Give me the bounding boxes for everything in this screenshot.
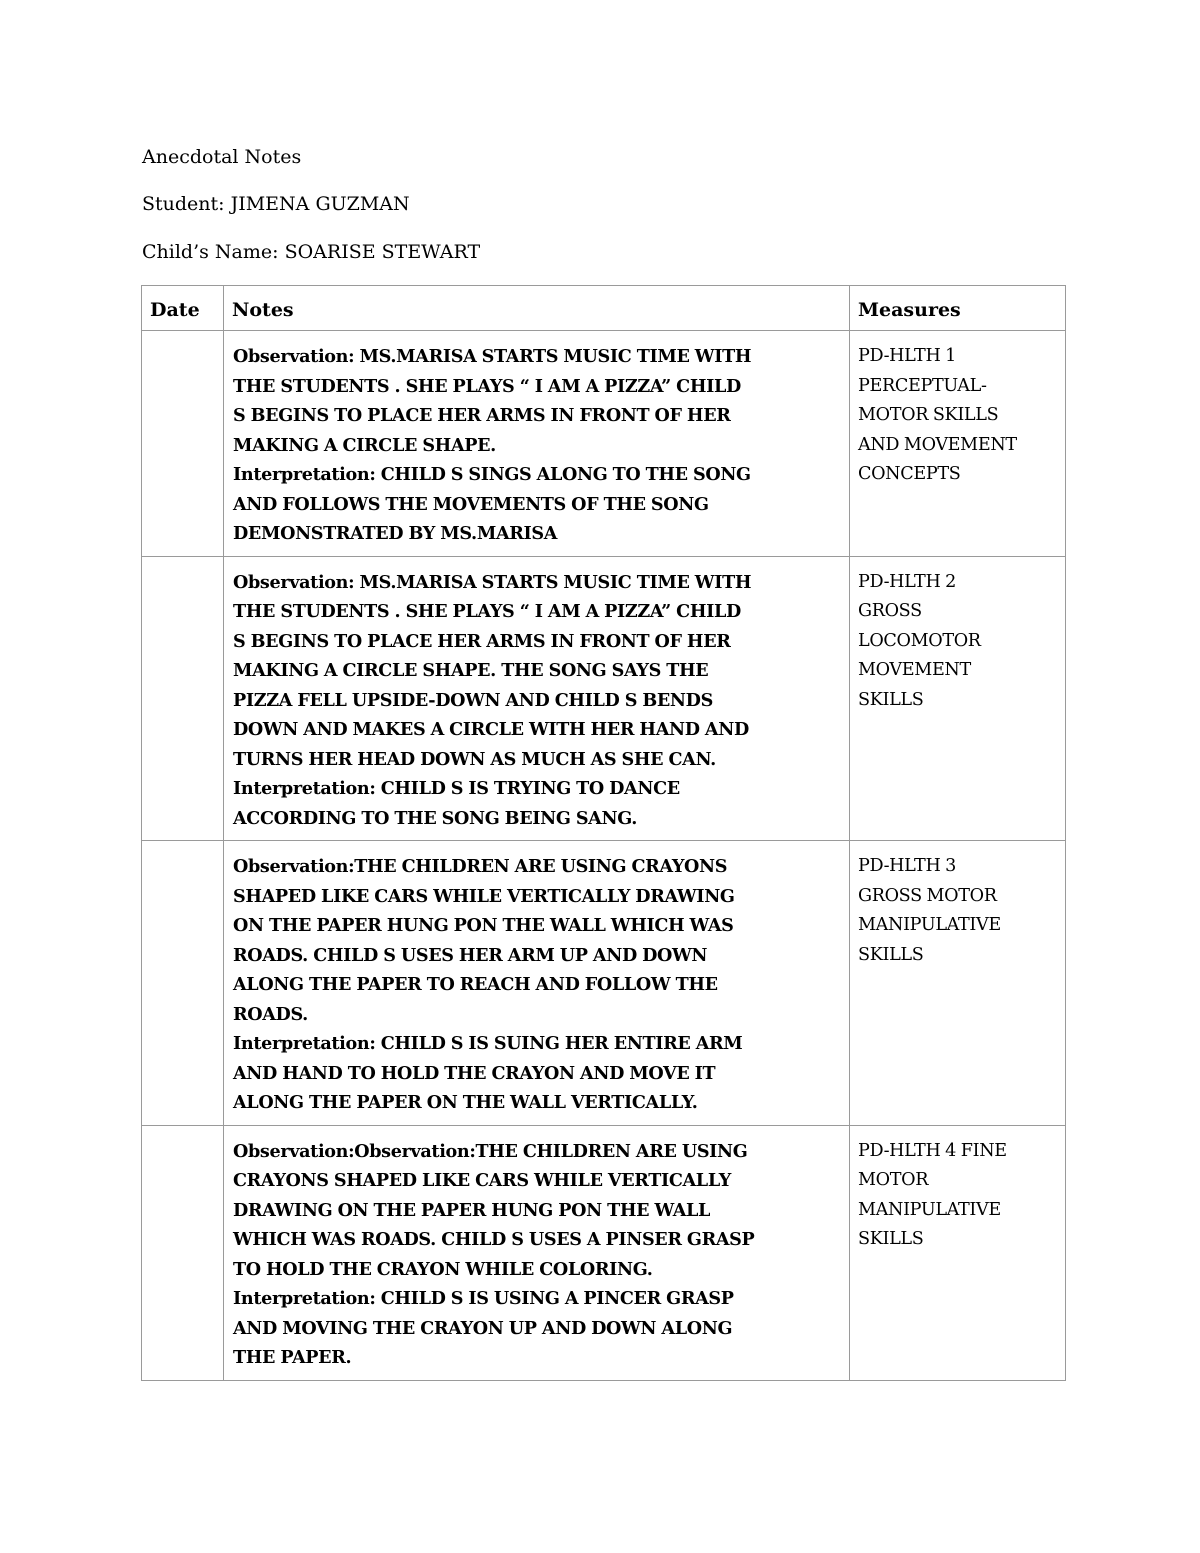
measures-cell bbox=[850, 841, 1066, 1126]
table-row bbox=[142, 556, 1066, 841]
measures-line: SKILLS bbox=[858, 944, 924, 965]
student-name-line: Student: JIMENA GUZMAN bbox=[142, 193, 410, 215]
measures-line: PD-HLTH 4 FINE bbox=[858, 1140, 1007, 1161]
measures-cell bbox=[850, 1125, 1066, 1380]
notes-line: AND HAND TO HOLD THE CRAYON AND MOVE IT bbox=[233, 1062, 716, 1084]
notes-line: DRAWING ON THE PAPER HUNG PON THE WALL bbox=[233, 1199, 711, 1221]
notes-line: DOWN AND MAKES A CIRCLE WITH HER HAND AND bbox=[233, 719, 749, 740]
notes-line: Interpretation: CHILD S IS TRYING TO DANCE bbox=[233, 778, 680, 799]
measures-line: MANIPULATIVE bbox=[858, 1199, 1001, 1220]
notes-line: TURNS HER HEAD DOWN AS MUCH AS SHE CAN. bbox=[233, 748, 716, 770]
measures-line: CONCEPTS bbox=[858, 464, 961, 484]
notes-line: ACCORDING TO THE SONG BEING SANG. bbox=[233, 807, 638, 829]
document-title: Anecdotal Notes bbox=[142, 146, 302, 168]
notes-line: Observation:Observation:THE CHILDREN ARE USING bbox=[233, 1140, 748, 1162]
measures-line: MOTOR bbox=[858, 1170, 929, 1190]
notes-line: ALONG THE PAPER TO REACH AND FOLLOW THE bbox=[233, 974, 718, 995]
notes-cell bbox=[224, 556, 850, 841]
measures-line: PERCEPTUAL- bbox=[858, 375, 987, 396]
notes-line: SHAPED LIKE CARS WHILE VERTICALLY DRAWING bbox=[233, 885, 735, 907]
measures-line: PD-HLTH 1 bbox=[858, 346, 957, 366]
measures-line: PD-HLTH 3 bbox=[858, 856, 957, 876]
date-cell bbox=[142, 1125, 224, 1380]
notes-line: AND MOVING THE CRAYON UP AND DOWN ALONG bbox=[233, 1317, 733, 1339]
notes-line: ROADS. CHILD S USES HER ARM UP AND DOWN bbox=[233, 944, 708, 966]
notes-cell bbox=[224, 841, 850, 1126]
measures-column-header: Measures bbox=[850, 286, 1066, 331]
notes-line: Interpretation: CHILD S IS SUING HER ENTIRE ARM bbox=[233, 1033, 743, 1054]
table-row bbox=[142, 841, 1066, 1126]
notes-line: THE STUDENTS . SHE PLAYS “ I AM A PIZZA” CHILD bbox=[233, 601, 741, 622]
anecdotal-notes-table bbox=[141, 285, 1066, 1381]
notes-line: PIZZA FELL UPSIDE-DOWN AND CHILD S BENDS bbox=[233, 689, 713, 711]
notes-line: MAKING A CIRCLE SHAPE. THE SONG SAYS THE bbox=[233, 660, 709, 681]
measures-line: MOTOR SKILLS bbox=[858, 405, 999, 425]
measures-line: GROSS bbox=[858, 601, 922, 621]
measures-line: LOCOMOTOR bbox=[858, 630, 981, 651]
measures-line: AND MOVEMENT bbox=[858, 434, 1017, 455]
notes-line: Observation: MS.MARISA STARTS MUSIC TIME WITH bbox=[233, 346, 752, 367]
measures-line: PD-HLTH 2 bbox=[858, 571, 957, 592]
measures-line: SKILLS bbox=[858, 689, 924, 710]
table-row bbox=[142, 1125, 1066, 1380]
notes-line: Observation: MS.MARISA STARTS MUSIC TIME WITH bbox=[233, 571, 752, 593]
measures-line: MANIPULATIVE bbox=[858, 915, 1001, 935]
notes-line: TO HOLD THE CRAYON WHILE COLORING. bbox=[233, 1258, 653, 1280]
date-cell bbox=[142, 556, 224, 841]
notes-line: CRAYONS SHAPED LIKE CARS WHILE VERTICALLY bbox=[233, 1170, 731, 1191]
notes-line: ON THE PAPER HUNG PON THE WALL WHICH WAS bbox=[233, 915, 734, 936]
date-column-header: Date bbox=[142, 286, 224, 331]
measures-line: SKILLS bbox=[858, 1229, 924, 1249]
notes-line: MAKING A CIRCLE SHAPE. bbox=[233, 434, 496, 456]
notes-line: AND FOLLOWS THE MOVEMENTS OF THE SONG bbox=[233, 493, 709, 515]
notes-line: THE STUDENTS . SHE PLAYS “ I AM A PIZZA” CHILD bbox=[233, 375, 741, 397]
date-cell bbox=[142, 841, 224, 1126]
notes-line: ALONG THE PAPER ON THE WALL VERTICALLY. bbox=[233, 1092, 698, 1113]
measures-line: MOVEMENT bbox=[858, 660, 971, 680]
notes-line: ROADS. bbox=[233, 1003, 308, 1025]
notes-line: DEMONSTRATED BY MS.MARISA bbox=[233, 523, 558, 544]
measures-line: GROSS MOTOR bbox=[858, 885, 997, 906]
notes-cell bbox=[224, 1125, 850, 1380]
measures-cell bbox=[850, 331, 1066, 557]
notes-line: Interpretation: CHILD S SINGS ALONG TO THE SONG bbox=[233, 464, 751, 485]
notes-line: S BEGINS TO PLACE HER ARMS IN FRONT OF HER bbox=[233, 630, 731, 652]
notes-column-header: Notes bbox=[224, 286, 850, 331]
notes-line: Observation:THE CHILDREN ARE USING CRAYONS bbox=[233, 856, 728, 877]
notes-line: S BEGINS TO PLACE HER ARMS IN FRONT OF HER bbox=[233, 405, 731, 426]
child-name-line: Child’s Name: SOARISE STEWART bbox=[142, 241, 481, 263]
table-row bbox=[142, 331, 1066, 557]
table-header-row bbox=[142, 286, 1066, 331]
notes-line: Interpretation: CHILD S IS USING A PINCER GRASP bbox=[233, 1288, 734, 1309]
notes-cell bbox=[224, 331, 850, 557]
notes-line: WHICH WAS ROADS. CHILD S USES A PINSER GRASP bbox=[233, 1229, 755, 1250]
notes-line: THE PAPER. bbox=[233, 1347, 352, 1368]
measures-cell bbox=[850, 556, 1066, 841]
date-cell bbox=[142, 331, 224, 557]
